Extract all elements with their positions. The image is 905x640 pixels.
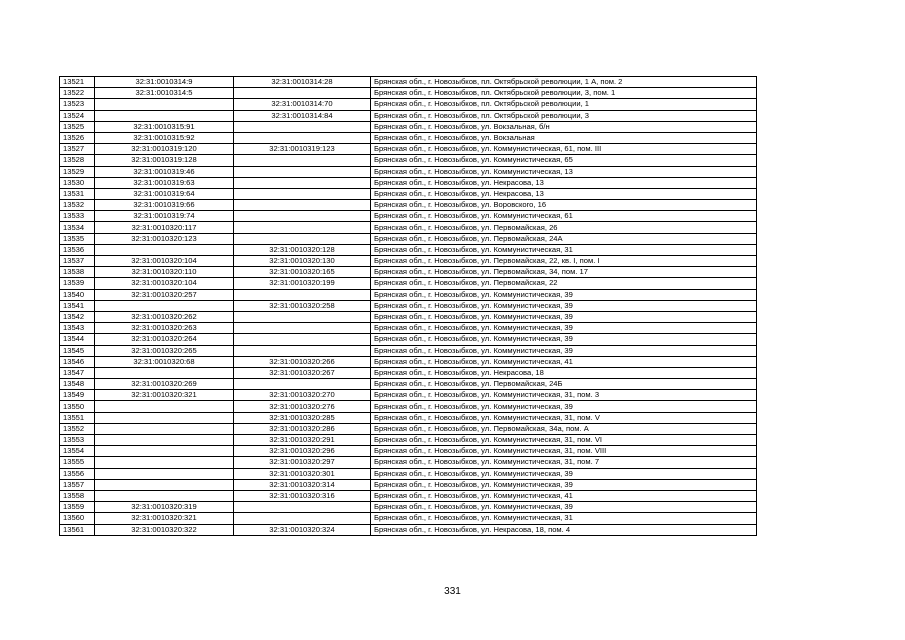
table-row xyxy=(60,110,757,121)
cadastral-number-cell: 32:31:0010320:264 xyxy=(95,334,234,345)
related-cadastral-number-cell xyxy=(234,513,371,524)
row-number-cell: 13532 xyxy=(60,200,95,211)
cadastral-number-cell xyxy=(95,446,234,457)
table-row xyxy=(60,244,757,255)
cadastral-number-cell xyxy=(95,367,234,378)
row-number-cell: 13561 xyxy=(60,524,95,535)
address-cell: Брянская обл., г. Новозыбков, пл. Октябрьской революции, 1 xyxy=(371,99,757,110)
cadastral-number-cell: 32:31:0010320:321 xyxy=(95,513,234,524)
page-number: 331 xyxy=(444,586,461,597)
related-cadastral-number-cell: 32:31:0010320:291 xyxy=(234,435,371,446)
address-cell: Брянская обл., г. Новозыбков, ул. Некрасова, 18 xyxy=(371,367,757,378)
row-number-cell: 13541 xyxy=(60,300,95,311)
row-number-cell: 13538 xyxy=(60,267,95,278)
table-row xyxy=(60,334,757,345)
cadastral-number-cell: 32:31:0010320:104 xyxy=(95,256,234,267)
address-cell: Брянская обл., г. Новозыбков, ул. Коммунистическая, 61, пом. III xyxy=(371,144,757,155)
cadastral-number-cell: 32:31:0010320:117 xyxy=(95,222,234,233)
row-number-cell: 13542 xyxy=(60,311,95,322)
address-cell: Брянская обл., г. Новозыбков, ул. Воровского, 16 xyxy=(371,200,757,211)
table-row xyxy=(60,188,757,199)
related-cadastral-number-cell: 32:31:0010320:324 xyxy=(234,524,371,535)
cadastral-number-cell: 32:31:0010320:110 xyxy=(95,267,234,278)
row-number-cell: 13540 xyxy=(60,289,95,300)
row-number-cell: 13543 xyxy=(60,323,95,334)
table-row xyxy=(60,211,757,222)
cadastral-number-cell xyxy=(95,423,234,434)
table-row xyxy=(60,468,757,479)
related-cadastral-number-cell: 32:31:0010320:301 xyxy=(234,468,371,479)
row-number-cell: 13552 xyxy=(60,423,95,434)
address-cell: Брянская обл., г. Новозыбков, ул. Коммунистическая, 31, пом. VIII xyxy=(371,446,757,457)
cadastral-number-cell: 32:31:0010319:64 xyxy=(95,188,234,199)
table-row xyxy=(60,401,757,412)
row-number-cell: 13533 xyxy=(60,211,95,222)
row-number-cell: 13558 xyxy=(60,490,95,501)
cadastral-number-cell xyxy=(95,244,234,255)
cadastral-number-cell: 32:31:0010319:128 xyxy=(95,155,234,166)
row-number-cell: 13555 xyxy=(60,457,95,468)
related-cadastral-number-cell: 32:31:0010320:276 xyxy=(234,401,371,412)
table-row xyxy=(60,490,757,501)
table-row xyxy=(60,144,757,155)
cadastral-number-cell: 32:31:0010320:321 xyxy=(95,390,234,401)
address-cell: Брянская обл., г. Новозыбков, ул. Некрасова, 13 xyxy=(371,188,757,199)
row-number-cell: 13534 xyxy=(60,222,95,233)
row-number-cell: 13529 xyxy=(60,166,95,177)
property-table xyxy=(59,76,757,536)
related-cadastral-number-cell xyxy=(234,379,371,390)
related-cadastral-number-cell: 32:31:0010320:286 xyxy=(234,423,371,434)
address-cell: Брянская обл., г. Новозыбков, пл. Октябрьской революции, 1 А, пом. 2 xyxy=(371,77,757,88)
table-row xyxy=(60,446,757,457)
row-number-cell: 13536 xyxy=(60,244,95,255)
related-cadastral-number-cell xyxy=(234,88,371,99)
cadastral-number-cell: 32:31:0010320:265 xyxy=(95,345,234,356)
address-cell: Брянская обл., г. Новозыбков, ул. Коммунистическая, 41 xyxy=(371,356,757,367)
row-number-cell: 13553 xyxy=(60,435,95,446)
cadastral-number-cell: 32:31:0010319:63 xyxy=(95,177,234,188)
related-cadastral-number-cell xyxy=(234,166,371,177)
related-cadastral-number-cell xyxy=(234,502,371,513)
row-number-cell: 13531 xyxy=(60,188,95,199)
related-cadastral-number-cell: 32:31:0010320:297 xyxy=(234,457,371,468)
row-number-cell: 13539 xyxy=(60,278,95,289)
row-number-cell: 13522 xyxy=(60,88,95,99)
table-row xyxy=(60,311,757,322)
related-cadastral-number-cell: 32:31:0010320:130 xyxy=(234,256,371,267)
address-cell: Брянская обл., г. Новозыбков, ул. Коммунистическая, 31, пом. 7 xyxy=(371,457,757,468)
related-cadastral-number-cell: 32:31:0010320:296 xyxy=(234,446,371,457)
cadastral-number-cell: 32:31:0010314:9 xyxy=(95,77,234,88)
row-number-cell: 13537 xyxy=(60,256,95,267)
row-number-cell: 13523 xyxy=(60,99,95,110)
related-cadastral-number-cell: 32:31:0010320:165 xyxy=(234,267,371,278)
row-number-cell: 13545 xyxy=(60,345,95,356)
cadastral-number-cell xyxy=(95,490,234,501)
cadastral-number-cell: 32:31:0010320:104 xyxy=(95,278,234,289)
related-cadastral-number-cell xyxy=(234,211,371,222)
related-cadastral-number-cell xyxy=(234,188,371,199)
address-cell: Брянская обл., г. Новозыбков, ул. Первомайская, 22 xyxy=(371,278,757,289)
address-cell: Брянская обл., г. Новозыбков, ул. Первомайская, 34, пом. 17 xyxy=(371,267,757,278)
address-cell: Брянская обл., г. Новозыбков, ул. Некрасова, 13 xyxy=(371,177,757,188)
address-cell: Брянская обл., г. Новозыбков, ул. Первомайская, 26 xyxy=(371,222,757,233)
row-number-cell: 13559 xyxy=(60,502,95,513)
address-cell: Брянская обл., г. Новозыбков, ул. Первомайская, 22, кв. I, пом. I xyxy=(371,256,757,267)
table-row xyxy=(60,278,757,289)
cadastral-number-cell: 32:31:0010314:5 xyxy=(95,88,234,99)
cadastral-number-cell xyxy=(95,457,234,468)
address-cell: Брянская обл., г. Новозыбков, ул. Коммунистическая, 31, пом. VI xyxy=(371,435,757,446)
table-row xyxy=(60,121,757,132)
table-row xyxy=(60,300,757,311)
related-cadastral-number-cell xyxy=(234,121,371,132)
cadastral-number-cell: 32:31:0010320:257 xyxy=(95,289,234,300)
address-cell: Брянская обл., г. Новозыбков, ул. Некрасова, 18, пом. 4 xyxy=(371,524,757,535)
row-number-cell: 13551 xyxy=(60,412,95,423)
address-cell: Брянская обл., г. Новозыбков, ул. Коммунистическая, 31 xyxy=(371,244,757,255)
table-body xyxy=(60,77,757,536)
related-cadastral-number-cell: 32:31:0010319:123 xyxy=(234,144,371,155)
row-number-cell: 13548 xyxy=(60,379,95,390)
address-cell: Брянская обл., г. Новозыбков, ул. Коммунистическая, 31, пом. 3 xyxy=(371,390,757,401)
table-row xyxy=(60,379,757,390)
cadastral-number-cell: 32:31:0010320:269 xyxy=(95,379,234,390)
address-cell: Брянская обл., г. Новозыбков, ул. Коммунистическая, 61 xyxy=(371,211,757,222)
table-row xyxy=(60,435,757,446)
row-number-cell: 13530 xyxy=(60,177,95,188)
address-cell: Брянская обл., г. Новозыбков, ул. Коммунистическая, 39 xyxy=(371,311,757,322)
table-row xyxy=(60,513,757,524)
related-cadastral-number-cell xyxy=(234,345,371,356)
row-number-cell: 13526 xyxy=(60,132,95,143)
address-cell: Брянская обл., г. Новозыбков, ул. Коммунистическая, 39 xyxy=(371,401,757,412)
address-cell: Брянская обл., г. Новозыбков, ул. Коммунистическая, 39 xyxy=(371,334,757,345)
table-row xyxy=(60,345,757,356)
related-cadastral-number-cell: 32:31:0010314:28 xyxy=(234,77,371,88)
cadastral-number-cell: 32:31:0010319:74 xyxy=(95,211,234,222)
cadastral-number-cell: 32:31:0010320:263 xyxy=(95,323,234,334)
address-cell: Брянская обл., г. Новозыбков, ул. Первомайская, 24А xyxy=(371,233,757,244)
row-number-cell: 13535 xyxy=(60,233,95,244)
related-cadastral-number-cell: 32:31:0010314:84 xyxy=(234,110,371,121)
cadastral-number-cell xyxy=(95,300,234,311)
row-number-cell: 13547 xyxy=(60,367,95,378)
cadastral-number-cell xyxy=(95,468,234,479)
cadastral-number-cell: 32:31:0010315:92 xyxy=(95,132,234,143)
related-cadastral-number-cell xyxy=(234,323,371,334)
row-number-cell: 13550 xyxy=(60,401,95,412)
address-cell: Брянская обл., г. Новозыбков, ул. Первомайская, 24Б xyxy=(371,379,757,390)
address-cell: Брянская обл., г. Новозыбков, ул. Коммунистическая, 39 xyxy=(371,323,757,334)
table-row xyxy=(60,367,757,378)
address-cell: Брянская обл., г. Новозыбков, пл. Октябрьской революции, 3 xyxy=(371,110,757,121)
related-cadastral-number-cell: 32:31:0010320:316 xyxy=(234,490,371,501)
table-row xyxy=(60,423,757,434)
table-row xyxy=(60,88,757,99)
table-row xyxy=(60,524,757,535)
table-row xyxy=(60,323,757,334)
row-number-cell: 13524 xyxy=(60,110,95,121)
related-cadastral-number-cell: 32:31:0010320:258 xyxy=(234,300,371,311)
row-number-cell: 13554 xyxy=(60,446,95,457)
related-cadastral-number-cell xyxy=(234,311,371,322)
address-cell: Брянская обл., г. Новозыбков, ул. Коммунистическая, 39 xyxy=(371,468,757,479)
row-number-cell: 13557 xyxy=(60,479,95,490)
address-cell: Брянская обл., г. Новозыбков, ул. Коммунистическая, 31 xyxy=(371,513,757,524)
cadastral-number-cell: 32:31:0010315:91 xyxy=(95,121,234,132)
related-cadastral-number-cell xyxy=(234,233,371,244)
related-cadastral-number-cell xyxy=(234,200,371,211)
address-cell: Брянская обл., г. Новозыбков, ул. Коммунистическая, 41 xyxy=(371,490,757,501)
table-row xyxy=(60,289,757,300)
cadastral-number-cell: 32:31:0010319:120 xyxy=(95,144,234,155)
table-row xyxy=(60,166,757,177)
cadastral-number-cell xyxy=(95,110,234,121)
address-cell: Брянская обл., г. Новозыбков, ул. Коммунистическая, 39 xyxy=(371,479,757,490)
row-number-cell: 13556 xyxy=(60,468,95,479)
table-row xyxy=(60,200,757,211)
table-row xyxy=(60,390,757,401)
related-cadastral-number-cell xyxy=(234,177,371,188)
related-cadastral-number-cell: 32:31:0010320:270 xyxy=(234,390,371,401)
address-cell: Брянская обл., г. Новозыбков, ул. Коммунистическая, 39 xyxy=(371,502,757,513)
related-cadastral-number-cell xyxy=(234,289,371,300)
address-cell: Брянская обл., г. Новозыбков, ул. Первомайская, 34а, пом. А xyxy=(371,423,757,434)
related-cadastral-number-cell xyxy=(234,155,371,166)
row-number-cell: 13528 xyxy=(60,155,95,166)
cadastral-number-cell: 32:31:0010320:123 xyxy=(95,233,234,244)
address-cell: Брянская обл., г. Новозыбков, ул. Вокзальная xyxy=(371,132,757,143)
related-cadastral-number-cell xyxy=(234,334,371,345)
related-cadastral-number-cell xyxy=(234,222,371,233)
cadastral-number-cell: 32:31:0010319:66 xyxy=(95,200,234,211)
address-cell: Брянская обл., г. Новозыбков, ул. Коммунистическая, 13 xyxy=(371,166,757,177)
table-row xyxy=(60,267,757,278)
related-cadastral-number-cell: 32:31:0010320:266 xyxy=(234,356,371,367)
related-cadastral-number-cell: 32:31:0010320:199 xyxy=(234,278,371,289)
table-row xyxy=(60,412,757,423)
table-row xyxy=(60,479,757,490)
cadastral-number-cell: 32:31:0010320:319 xyxy=(95,502,234,513)
row-number-cell: 13544 xyxy=(60,334,95,345)
cadastral-number-cell: 32:31:0010320:322 xyxy=(95,524,234,535)
address-cell: Брянская обл., г. Новозыбков, ул. Коммунистическая, 31, пом. V xyxy=(371,412,757,423)
table-row xyxy=(60,132,757,143)
related-cadastral-number-cell: 32:31:0010314:70 xyxy=(234,99,371,110)
cadastral-number-cell xyxy=(95,99,234,110)
table-row xyxy=(60,99,757,110)
cadastral-number-cell: 32:31:0010319:46 xyxy=(95,166,234,177)
row-number-cell: 13527 xyxy=(60,144,95,155)
row-number-cell: 13549 xyxy=(60,390,95,401)
cadastral-number-cell xyxy=(95,401,234,412)
related-cadastral-number-cell: 32:31:0010320:314 xyxy=(234,479,371,490)
related-cadastral-number-cell xyxy=(234,132,371,143)
related-cadastral-number-cell: 32:31:0010320:267 xyxy=(234,367,371,378)
table-row xyxy=(60,356,757,367)
table-row xyxy=(60,77,757,88)
table-row xyxy=(60,233,757,244)
related-cadastral-number-cell: 32:31:0010320:128 xyxy=(234,244,371,255)
row-number-cell: 13521 xyxy=(60,77,95,88)
address-cell: Брянская обл., г. Новозыбков, ул. Коммунистическая, 39 xyxy=(371,345,757,356)
address-cell: Брянская обл., г. Новозыбков, пл. Октябрьской революции, 3, пом. 1 xyxy=(371,88,757,99)
table-row xyxy=(60,222,757,233)
cadastral-number-cell xyxy=(95,435,234,446)
cadastral-number-cell: 32:31:0010320:262 xyxy=(95,311,234,322)
address-cell: Брянская обл., г. Новозыбков, ул. Вокзальная, б/н xyxy=(371,121,757,132)
address-cell: Брянская обл., г. Новозыбков, ул. Коммунистическая, 65 xyxy=(371,155,757,166)
row-number-cell: 13560 xyxy=(60,513,95,524)
table-row xyxy=(60,256,757,267)
table-row xyxy=(60,457,757,468)
table-row xyxy=(60,155,757,166)
address-cell: Брянская обл., г. Новозыбков, ул. Коммунистическая, 39 xyxy=(371,300,757,311)
row-number-cell: 13525 xyxy=(60,121,95,132)
related-cadastral-number-cell: 32:31:0010320:285 xyxy=(234,412,371,423)
table-row xyxy=(60,502,757,513)
cadastral-number-cell: 32:31:0010320:68 xyxy=(95,356,234,367)
cadastral-number-cell xyxy=(95,479,234,490)
address-cell: Брянская обл., г. Новозыбков, ул. Коммунистическая, 39 xyxy=(371,289,757,300)
row-number-cell: 13546 xyxy=(60,356,95,367)
table-row xyxy=(60,177,757,188)
cadastral-number-cell xyxy=(95,412,234,423)
